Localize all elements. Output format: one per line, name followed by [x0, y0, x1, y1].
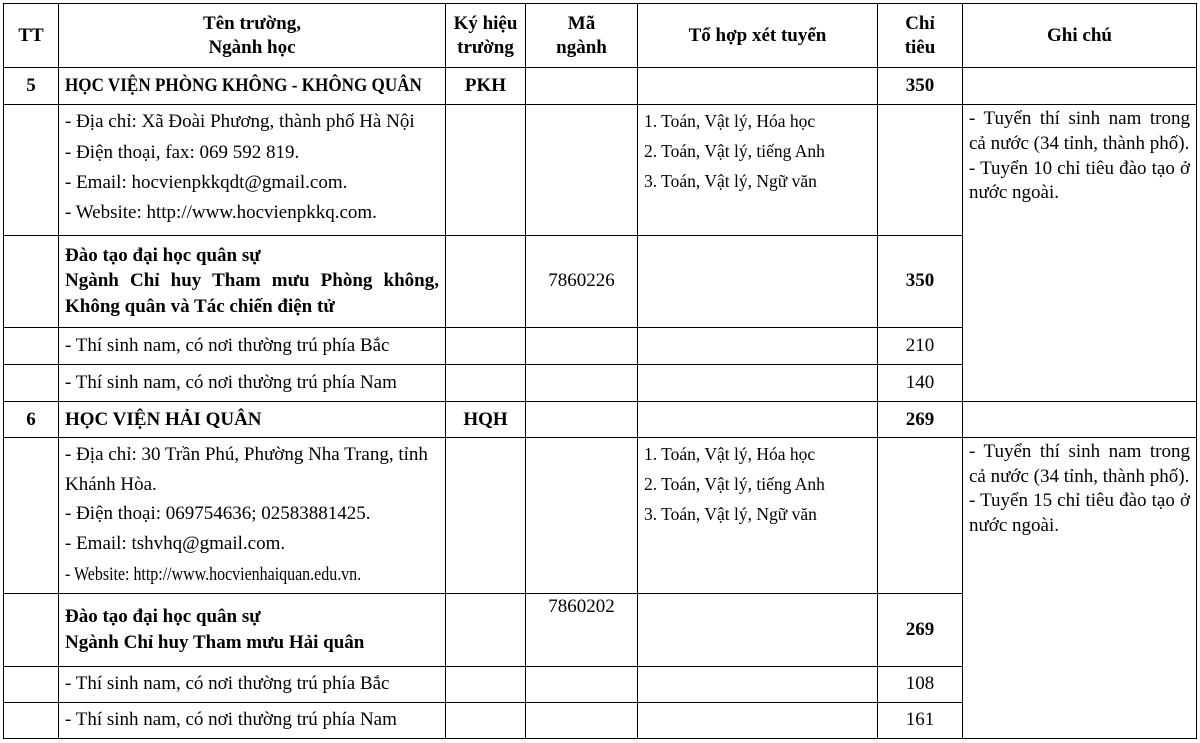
address: - Địa chỉ: 30 Trần Phú, Phường Nha Trang, tỉnh Khánh Hòa. [65, 444, 428, 495]
header-combination: Tổ hợp xét tuyển [638, 4, 878, 68]
note-cell [963, 105, 1197, 402]
header-tt: TT [4, 4, 59, 68]
subrow-quota: 140 [878, 364, 963, 401]
school-name: HỌC VIỆN HẢI QUÂN [59, 402, 446, 438]
combination-item: 2. Toán, Vật lý, tiếng Anh [644, 141, 825, 161]
header-school-code: Ký hiệu trường [446, 4, 526, 68]
program-quota: 350 [878, 235, 963, 327]
header-note: Ghi chú [963, 4, 1197, 68]
program-major: Ngành Chỉ huy Tham mưu Hải quân [65, 631, 365, 653]
combination-list [638, 438, 878, 593]
contact-info [59, 438, 446, 593]
school-name: HỌC VIỆN PHÒNG KHÔNG - KHÔNG QUÂN [59, 68, 446, 105]
website: - Website: http://www.hocvienpkkq.com. [65, 202, 377, 224]
subrow-label: - Thí sinh nam, có nơi thường trú phía Bắc [59, 666, 446, 702]
header-row [4, 4, 1197, 68]
program-cell [59, 235, 446, 327]
program-title: Đào tạo đại học quân sự [65, 606, 261, 628]
header-school-name: Tên trường, Ngành học [59, 4, 446, 68]
subrow-quota: 108 [878, 666, 963, 702]
school-row [4, 68, 1197, 105]
combination-item: 1. Toán, Vật lý, Hóa học [644, 111, 816, 132]
subrow-quota: 161 [878, 702, 963, 738]
email: - Email: tshvhq@gmail.com. [65, 533, 286, 555]
program-major: Ngành Chỉ huy Tham mưu Phòng không, Không quân và Tác chiến điện tử [65, 270, 439, 318]
header-major-code: Mã ngành [526, 4, 638, 68]
school-quota: 350 [878, 68, 963, 105]
program-code: 7860226 [526, 235, 638, 327]
combination-item: 3. Toán, Vật lý, Ngữ văn [644, 170, 817, 191]
note-item: - Tuyển thí sinh nam trong cả nước (34 tỉnh, thành phố). [969, 108, 1190, 154]
program-quota: 269 [878, 593, 963, 666]
admissions-table [3, 3, 1197, 739]
address: - Địa chỉ: Xã Đoài Phương, thành phố Hà Nội [65, 111, 415, 133]
school-tt: 6 [4, 402, 59, 438]
program-title: Đào tạo đại học quân sự [65, 244, 261, 266]
phone: - Điện thoại, fax: 069 592 819. [65, 141, 300, 163]
school-tt: 5 [4, 68, 59, 105]
phone: - Điện thoại: 069754636; 02583881425. [65, 502, 371, 524]
note-item: - Tuyển 10 chỉ tiêu đào tạo ở nước ngoài. [969, 157, 1190, 204]
subrow-quota: 210 [878, 327, 963, 364]
contact-info [59, 105, 446, 235]
combination-list [638, 105, 878, 235]
combination-item: 3. Toán, Vật lý, Ngữ văn [644, 503, 817, 524]
note-item: - Tuyển thí sinh nam trong cả nước (34 tỉnh, thành phố). [969, 441, 1190, 487]
contact-row [4, 438, 1197, 593]
school-code: PKH [446, 68, 526, 105]
school-row [4, 402, 1197, 438]
school-quota: 269 [878, 402, 963, 438]
school-code: HQH [446, 402, 526, 438]
header-quota: Chỉ tiêu [878, 4, 963, 68]
note-item: - Tuyển 15 chỉ tiêu đào tạo ở nước ngoài. [969, 490, 1190, 537]
subrow-label: - Thí sinh nam, có nơi thường trú phía Nam [59, 702, 446, 738]
email: - Email: hocvienpkkqdt@gmail.com. [65, 172, 348, 194]
combination-item: 2. Toán, Vật lý, tiếng Anh [644, 473, 825, 494]
combination-item: 1. Toán, Vật lý, Hóa học [644, 444, 816, 465]
note-cell [963, 438, 1197, 739]
program-code: 7860202 [526, 593, 638, 666]
subrow-label: - Thí sinh nam, có nơi thường trú phía Nam [59, 364, 446, 401]
contact-row [4, 105, 1197, 235]
website: - Website: http://www.hocvienhaiquan.edu.vn. [65, 563, 362, 585]
program-cell [59, 593, 446, 666]
subrow-label: - Thí sinh nam, có nơi thường trú phía Bắc [59, 327, 446, 364]
